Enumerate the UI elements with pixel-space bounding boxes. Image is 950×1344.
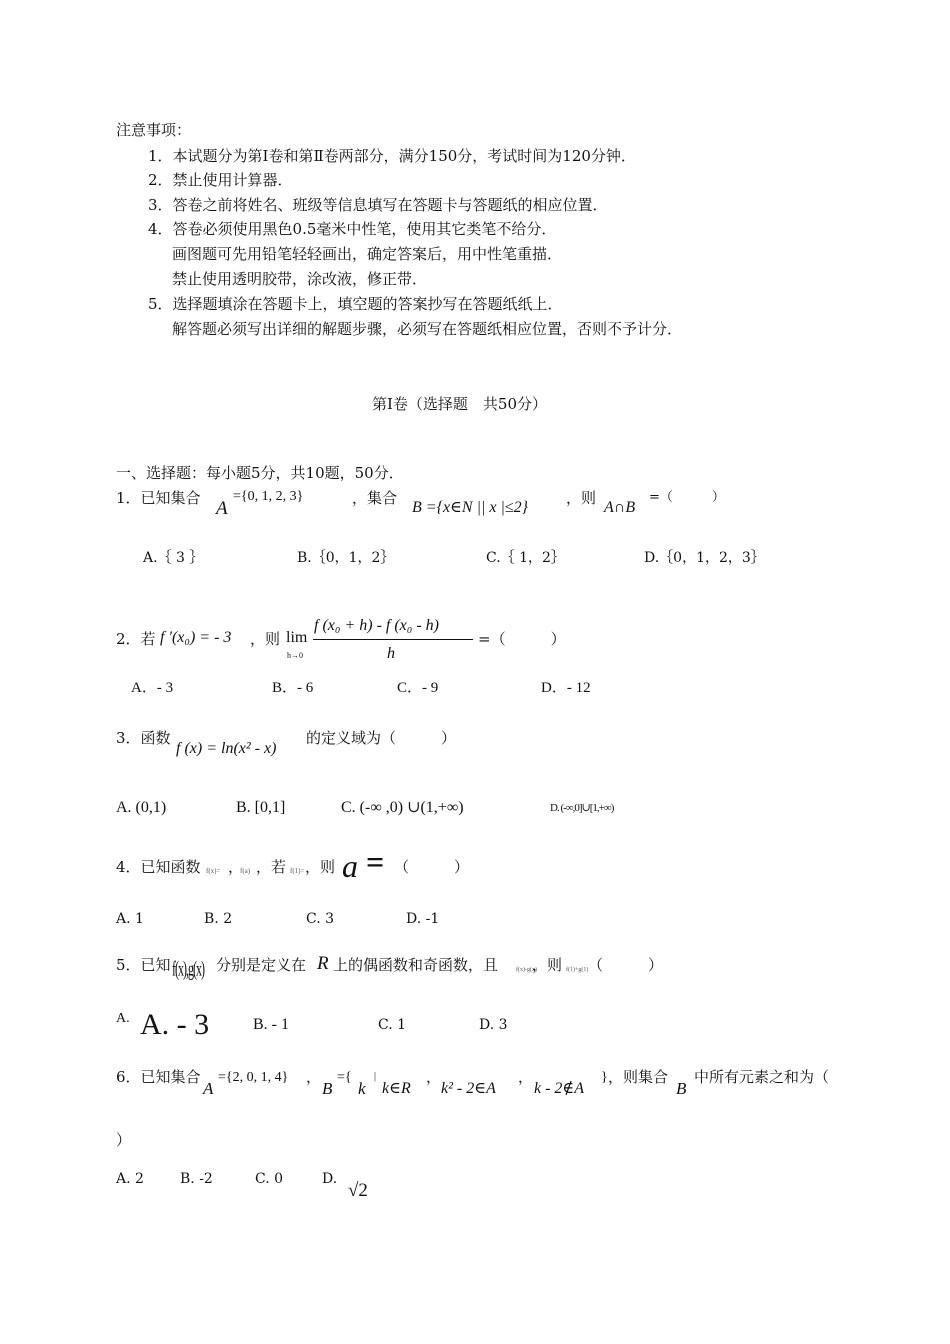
notice-item-1: 1．本试题分为第Ⅰ卷和第Ⅱ卷两部分，满分150分，考试时间为120分钟． <box>148 147 636 165</box>
q6-condition-1: k∈R <box>382 1080 411 1097</box>
q1-option-a: A.｛ 3 ｝ <box>143 550 204 566</box>
q6-condition-3: k - 2∉A <box>534 1080 585 1097</box>
notice-item-4c: 禁止使用透明胶带，涂改液，修正带． <box>172 270 428 288</box>
q1-intersection: A∩B <box>604 499 636 516</box>
q4-option-b: B. 2 <box>204 911 233 927</box>
q5-then: ，则 <box>532 956 563 974</box>
q3-option-c: C. (-∞ ,0) ∪(1,+∞) <box>341 799 464 816</box>
q4-prefix: 4．已知函数 <box>116 858 201 876</box>
q4-option-a: A. 1 <box>116 911 144 927</box>
q4-garbled-f1: f(1)= <box>290 867 305 875</box>
q4-option-d: D. -1 <box>406 911 440 927</box>
q5-option-c: C. 1 <box>378 1017 407 1033</box>
q5-suffix: 上的偶函数和奇函数，且 <box>333 956 499 974</box>
q1-set-b: B ={x∈N || x |≤2} <box>412 499 529 516</box>
q1-then: ，则 <box>566 489 597 507</box>
q1-mid: ，集合 <box>352 489 398 507</box>
q6-bar: | <box>374 1071 377 1082</box>
q2-denominator: h <box>387 645 395 662</box>
q3-function: f (x) = ln(x² - x) <box>176 740 277 757</box>
q5-option-a: A. - 3 <box>140 1008 210 1041</box>
notice-heading: 注意事项： <box>116 121 192 139</box>
q6-set-b-label: B <box>322 1079 333 1098</box>
notice-item-5: 5．选择题填涂在答题卡上，填空题的答案抄写在答题纸纸上． <box>148 295 563 313</box>
q6-comma: ， <box>306 1068 322 1086</box>
q4-garbled-function: f(x)= <box>206 867 221 875</box>
q3-suffix: 的定义域为（ ） <box>306 729 457 747</box>
q4-garbled-fa: f(a) <box>240 867 251 875</box>
q6-set-b-open: ={ <box>337 1070 352 1085</box>
part-heading: 一、选择题：每小题5分，共10题，50分． <box>116 464 404 482</box>
q4-variable-a: a <box>342 848 358 884</box>
q6-prefix: 6．已知集合 <box>116 1068 201 1086</box>
q6-tail: ，则集合 <box>608 1068 669 1086</box>
q6-option-d-value: √2 <box>348 1180 368 1201</box>
q5-paren: （ ） <box>588 956 664 974</box>
q2-lim-sub: h→0 <box>287 651 303 660</box>
q5-garbled-ask: f(1)+g(1) <box>566 967 589 973</box>
q2-option-c: C．- 9 <box>397 680 439 696</box>
q6-option-b: B. -2 <box>180 1171 213 1187</box>
q4-then: ，则 <box>305 858 336 876</box>
q6-comma-2: ， <box>426 1068 442 1086</box>
q2-option-b: B．- 6 <box>272 680 314 696</box>
q2-condition: f ′(x₀) = - 3 <box>160 629 232 646</box>
q1-set-a: ={0, 1, 2, 3} <box>233 489 304 504</box>
notice-item-2: 2．禁止使用计算器． <box>148 171 293 189</box>
q2-prefix: 2．若 <box>116 630 156 648</box>
q4-if: ，若 <box>256 858 287 876</box>
q5-functions: f(x),g(x) <box>172 955 204 981</box>
q2-then: ，则 <box>250 630 281 648</box>
q6-set-b-ref: B <box>676 1079 687 1098</box>
q6-condition-2: k² - 2∈A <box>441 1080 496 1097</box>
q4-equals: = <box>366 844 385 880</box>
q2-lim: lim <box>286 629 308 646</box>
q5-mid: 分别是定义在 <box>216 956 307 974</box>
q5-garbled-condition: f(x)-g(x) <box>516 967 537 973</box>
q6-k: k <box>358 1079 366 1098</box>
q3-option-d: D. (-∞,0]∪[1,+∞) <box>550 802 614 814</box>
q5-domain-r: R <box>317 953 329 974</box>
notice-item-4: 4．答卷必须使用黑色0.5毫米中性笔，使用其它类笔不给分． <box>148 220 557 238</box>
q6-close: ） <box>116 1131 132 1149</box>
q6-set-a: ={2, 0, 1, 4} <box>218 1070 289 1085</box>
q2-eq: =（ ） <box>478 630 566 648</box>
q2-option-d: D．- 12 <box>541 680 591 696</box>
q5-option-d: D. 3 <box>479 1017 508 1033</box>
q3-option-b: B. [0,1] <box>236 799 286 816</box>
q3-option-a: A. (0,1) <box>116 799 167 816</box>
q6-option-a: A. 2 <box>116 1171 144 1187</box>
q4-paren: （ ） <box>394 858 470 876</box>
q1-option-c: C.｛ 1，2｝ <box>486 550 565 566</box>
q6-set-a-label: A <box>203 1079 214 1098</box>
q6-comma-3: ， <box>518 1068 534 1086</box>
q6-tail2: 中所有元素之和为（ <box>694 1068 830 1086</box>
q1-eq: =（ ） <box>649 490 725 505</box>
q5-option-a-label: A. <box>116 1011 130 1026</box>
q2-numerator: f (x₀ + h) - f (x₀ - h) <box>314 617 439 634</box>
section-title: 第Ⅰ卷（选择题 共50分） <box>372 395 548 413</box>
q2-option-a: A．- 3 <box>131 680 174 696</box>
q6-option-d: D. <box>322 1171 338 1187</box>
q1-set-a-label: A <box>216 498 228 519</box>
q5-prefix: 5．已知 <box>116 956 171 974</box>
q1-option-d: D.｛0，1，2，3｝ <box>644 550 765 566</box>
q1-option-b: B.｛0，1，2｝ <box>297 550 395 566</box>
q6-option-c: C. 0 <box>255 1171 284 1187</box>
q3-prefix: 3．函数 <box>116 729 171 747</box>
q2-fraction-bar <box>313 639 473 640</box>
q6-set-b-close: } <box>601 1070 608 1085</box>
q4-sep: ， <box>228 858 244 876</box>
notice-item-5b: 解答题必须写出详细的解题步骤，必须写在答题纸相应位置，否则不予计分． <box>172 320 683 338</box>
q1-prefix: 1．已知集合 <box>116 489 201 507</box>
q5-option-b: B. - 1 <box>253 1016 289 1033</box>
notice-item-3: 3．答卷之前将姓名、班级等信息填写在答题卡与答题纸的相应位置． <box>148 196 608 214</box>
notice-item-4b: 画图题可先用铅笔轻轻画出，确定答案后，用中性笔重描． <box>172 245 563 263</box>
q4-option-c: C. 3 <box>306 911 335 927</box>
